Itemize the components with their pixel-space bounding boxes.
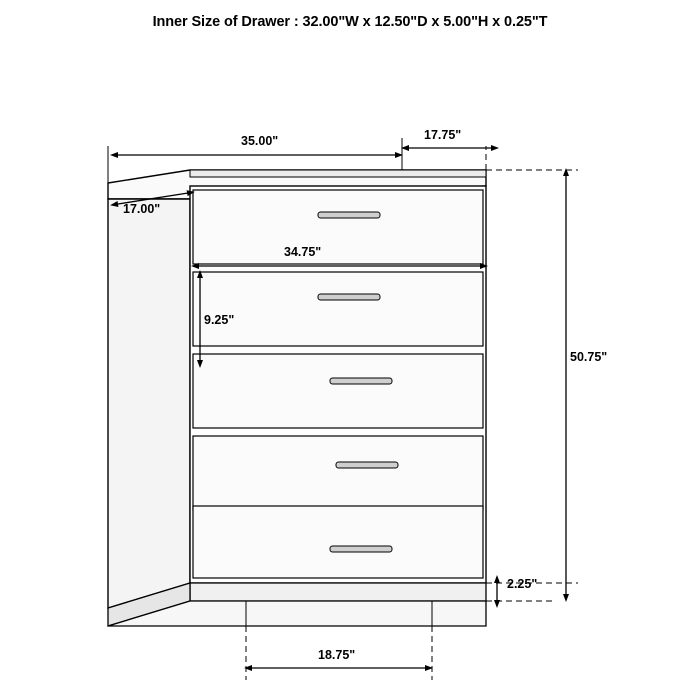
drawer-front-1[interactable] [193,190,483,264]
label-top-depth-right: 17.75" [424,128,462,142]
label-foot-span: 18.75" [318,648,356,662]
drawer-handle-5[interactable] [330,546,392,552]
cabinet-left-side [108,199,190,608]
label-side-depth: 17.00" [123,202,161,216]
page-title: Inner Size of Drawer : 32.00"W x 12.50"D x 5.00"H x 0.25"T [152,14,548,30]
drawer-handle-3[interactable] [330,378,392,384]
drawer-front-3[interactable] [193,354,483,428]
drawer-handle-4[interactable] [336,462,398,468]
label-drawer-height: 9.25" [204,313,235,327]
label-drawer-width: 34.75" [284,245,322,259]
drawer-front-5[interactable] [193,506,483,578]
drawer-handle-1[interactable] [318,212,380,218]
drawer-front-2[interactable] [193,272,483,346]
drawer-handle-2[interactable] [318,294,380,300]
cabinet-top-back-edge [190,170,486,177]
cabinet-base-rail [190,583,486,601]
label-total-height: 50.75" [570,350,608,364]
label-top-width: 35.00" [241,134,279,148]
cabinet-body [108,170,486,626]
label-base-height: 2.25" [507,577,538,591]
drawer-front-4[interactable] [193,436,483,510]
